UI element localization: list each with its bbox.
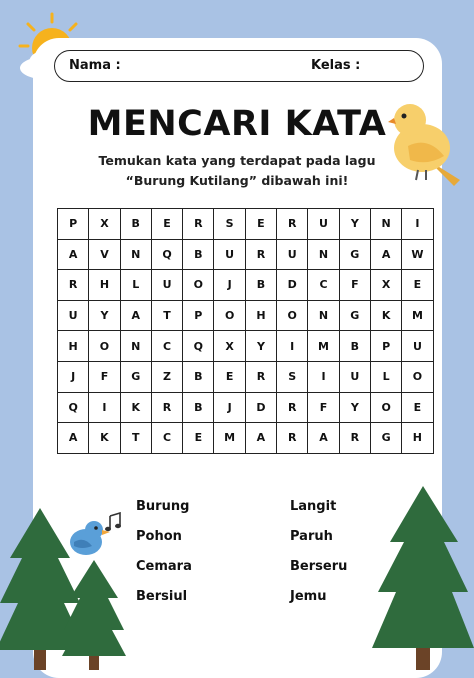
grid-cell[interactable]: R	[58, 270, 89, 301]
grid-cell[interactable]: A	[120, 300, 151, 331]
grid-cell[interactable]: O	[183, 270, 214, 301]
grid-cell[interactable]: S	[214, 209, 245, 240]
grid-cell[interactable]: F	[89, 361, 120, 392]
grid-cell[interactable]: P	[183, 300, 214, 331]
grid-cell[interactable]: R	[151, 392, 182, 423]
grid-cell[interactable]: B	[245, 270, 276, 301]
grid-cell[interactable]: U	[277, 239, 308, 270]
class-label: Kelas :	[311, 58, 361, 73]
grid-cell[interactable]: H	[402, 423, 433, 454]
word-item: Berseru	[290, 559, 348, 574]
word-item: Langit	[290, 499, 337, 514]
grid-cell[interactable]: C	[151, 331, 182, 362]
grid-cell[interactable]: I	[277, 331, 308, 362]
grid-cell[interactable]: G	[339, 239, 370, 270]
grid-cell[interactable]: E	[245, 209, 276, 240]
music-note-icon	[104, 512, 124, 534]
grid-cell[interactable]: S	[277, 361, 308, 392]
grid-cell[interactable]: A	[58, 423, 89, 454]
grid-cell[interactable]: T	[151, 300, 182, 331]
word-item: Bersiul	[136, 589, 188, 604]
grid-cell[interactable]: N	[370, 209, 401, 240]
grid-cell[interactable]: O	[370, 392, 401, 423]
grid-cell[interactable]: X	[89, 209, 120, 240]
grid-cell[interactable]: X	[214, 331, 245, 362]
grid-cell[interactable]: F	[339, 270, 370, 301]
grid-cell[interactable]: E	[214, 361, 245, 392]
grid-cell[interactable]: O	[402, 361, 433, 392]
instruction-line-2: “Burung Kutilang” dibawah ini!	[125, 173, 349, 188]
grid-cell[interactable]: A	[58, 239, 89, 270]
grid-row	[58, 331, 434, 362]
grid-row	[58, 300, 434, 331]
grid-cell[interactable]: Q	[58, 392, 89, 423]
grid-cell[interactable]: U	[308, 209, 339, 240]
grid-cell[interactable]: G	[370, 423, 401, 454]
grid-cell[interactable]: H	[58, 331, 89, 362]
grid-row	[58, 423, 434, 454]
grid-cell[interactable]: B	[183, 392, 214, 423]
grid-cell[interactable]: G	[120, 361, 151, 392]
pine-tree-icon	[62, 560, 126, 670]
grid-cell[interactable]: B	[339, 331, 370, 362]
grid-cell[interactable]: R	[245, 361, 276, 392]
grid-row	[58, 392, 434, 423]
grid-cell[interactable]: U	[151, 270, 182, 301]
grid-cell[interactable]: H	[245, 300, 276, 331]
grid-cell[interactable]: I	[308, 361, 339, 392]
grid-cell[interactable]: W	[402, 239, 433, 270]
instruction-line-1: Temukan kata yang terdapat pada lagu	[98, 153, 376, 168]
grid-cell[interactable]: N	[308, 300, 339, 331]
grid-cell[interactable]: P	[58, 209, 89, 240]
grid-cell[interactable]: H	[89, 270, 120, 301]
word-list-left	[136, 499, 192, 619]
grid-cell[interactable]: Y	[89, 300, 120, 331]
grid-cell[interactable]: B	[120, 209, 151, 240]
grid-row	[58, 239, 434, 270]
grid-cell[interactable]: Y	[245, 331, 276, 362]
grid-cell[interactable]: P	[370, 331, 401, 362]
grid-cell[interactable]: V	[89, 239, 120, 270]
grid-cell[interactable]: N	[120, 239, 151, 270]
grid-cell[interactable]: L	[120, 270, 151, 301]
grid-cell[interactable]: C	[151, 423, 182, 454]
grid-cell[interactable]: G	[339, 300, 370, 331]
grid-cell[interactable]: J	[214, 392, 245, 423]
grid-cell[interactable]: E	[151, 209, 182, 240]
grid-cell[interactable]: U	[58, 300, 89, 331]
grid-row	[58, 209, 434, 240]
grid-cell[interactable]: B	[183, 239, 214, 270]
grid-cell[interactable]: J	[58, 361, 89, 392]
word-item: Paruh	[290, 529, 333, 544]
word-search-grid[interactable]	[57, 208, 434, 454]
name-label: Nama :	[69, 58, 121, 73]
grid-cell[interactable]: R	[339, 423, 370, 454]
grid-cell[interactable]: B	[183, 361, 214, 392]
grid-cell[interactable]: M	[402, 300, 433, 331]
grid-cell[interactable]: R	[245, 239, 276, 270]
name-class-bar[interactable]	[54, 50, 424, 82]
grid-cell[interactable]: T	[120, 423, 151, 454]
pine-tree-icon	[372, 486, 474, 670]
grid-cell[interactable]: U	[339, 361, 370, 392]
grid-cell[interactable]: E	[402, 392, 433, 423]
grid-cell[interactable]: K	[370, 300, 401, 331]
grid-cell[interactable]: Y	[339, 209, 370, 240]
word-item: Cemara	[136, 559, 192, 574]
grid-cell[interactable]: O	[214, 300, 245, 331]
grid-cell[interactable]: E	[183, 423, 214, 454]
grid-cell[interactable]: I	[89, 392, 120, 423]
grid-cell[interactable]: A	[370, 239, 401, 270]
grid-cell[interactable]: N	[120, 331, 151, 362]
grid-cell[interactable]: O	[89, 331, 120, 362]
grid-cell[interactable]: R	[277, 423, 308, 454]
grid-cell[interactable]: K	[120, 392, 151, 423]
grid-cell[interactable]: X	[370, 270, 401, 301]
grid-cell[interactable]: M	[308, 331, 339, 362]
word-item: Jemu	[290, 589, 327, 604]
word-item: Burung	[136, 499, 190, 514]
grid-row	[58, 361, 434, 392]
page-title: MENCARI KATA	[87, 104, 387, 144]
grid-cell[interactable]: E	[402, 270, 433, 301]
grid-cell[interactable]: Y	[339, 392, 370, 423]
grid-cell[interactable]: A	[308, 423, 339, 454]
grid-cell[interactable]: U	[214, 239, 245, 270]
grid-cell[interactable]: Q	[151, 239, 182, 270]
grid-cell[interactable]: K	[89, 423, 120, 454]
word-list-right	[290, 499, 347, 619]
grid-cell[interactable]: F	[308, 392, 339, 423]
grid-cell[interactable]: L	[370, 361, 401, 392]
grid-cell[interactable]: O	[277, 300, 308, 331]
grid-row	[58, 270, 434, 301]
grid-cell[interactable]: R	[277, 392, 308, 423]
grid-cell[interactable]: I	[402, 209, 433, 240]
grid-cell[interactable]: D	[245, 392, 276, 423]
grid-cell[interactable]: Q	[183, 331, 214, 362]
grid-cell[interactable]: D	[277, 270, 308, 301]
grid-cell[interactable]: A	[245, 423, 276, 454]
grid-cell[interactable]: N	[308, 239, 339, 270]
grid-cell[interactable]: R	[277, 209, 308, 240]
grid-cell[interactable]: J	[214, 270, 245, 301]
word-item: Pohon	[136, 529, 182, 544]
grid-cell[interactable]: R	[183, 209, 214, 240]
grid-cell[interactable]: U	[402, 331, 433, 362]
grid-cell[interactable]: M	[214, 423, 245, 454]
grid-cell[interactable]: C	[308, 270, 339, 301]
grid-cell[interactable]: Z	[151, 361, 182, 392]
